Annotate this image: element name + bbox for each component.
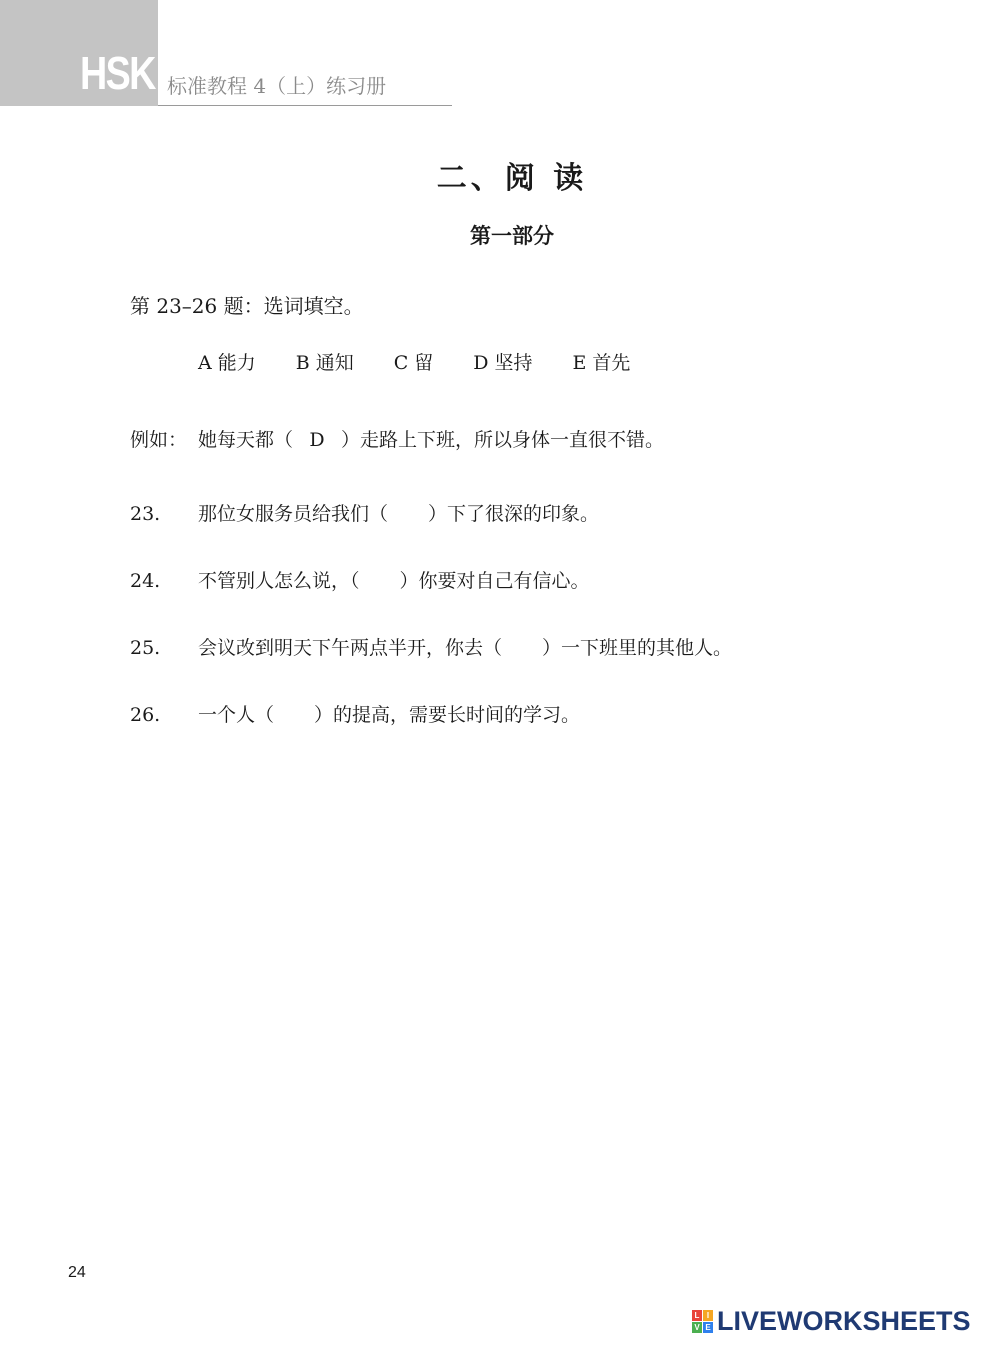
option-letter: E xyxy=(572,352,587,374)
example-before: 她每天都（ xyxy=(198,429,294,451)
option-a xyxy=(198,354,256,373)
question-sentence xyxy=(198,572,590,591)
question-number: 26. xyxy=(130,704,161,726)
question-before: 不管别人怎么说，（ xyxy=(198,570,360,592)
instruction: 第 23–26 题：选词填空。 xyxy=(130,294,364,318)
part-title: 第一部分 xyxy=(470,223,554,248)
question-number: 23. xyxy=(130,503,161,525)
example-after: ）走路上下班，所以身体一直很不错。 xyxy=(341,429,665,451)
liveworksheets-wordmark: LIVEWORKSHEETS xyxy=(717,1306,971,1336)
question-number: 24. xyxy=(130,570,161,592)
question-sentence xyxy=(198,505,599,524)
example-answer: D xyxy=(309,429,325,451)
question-before: 一个人（ xyxy=(198,704,275,726)
option-d xyxy=(473,354,532,373)
option-letter: C xyxy=(393,352,409,374)
word-options xyxy=(198,354,670,373)
option-letter: A xyxy=(198,352,212,374)
example-sentence xyxy=(198,431,664,450)
header-divider xyxy=(158,105,452,106)
option-word: 通知 xyxy=(315,352,354,374)
option-word: 首先 xyxy=(592,352,631,374)
logo-letter: I xyxy=(703,1310,713,1321)
liveworksheets-icon xyxy=(692,1310,713,1333)
option-b xyxy=(296,354,354,373)
question-number: 25. xyxy=(130,637,161,659)
example-label: 例如： xyxy=(130,429,188,451)
option-word: 留 xyxy=(414,352,434,374)
option-letter: B xyxy=(295,352,310,374)
question-before: 那位女服务员给我们（ xyxy=(198,503,389,525)
liveworksheets-logo[interactable] xyxy=(692,1308,971,1335)
book-title: 标准教程 4（上）练习册 xyxy=(167,74,387,98)
option-e xyxy=(573,354,631,373)
question-after: ）一下班里的其他人。 xyxy=(542,637,733,659)
logo-letter: V xyxy=(692,1322,702,1333)
option-word: 能力 xyxy=(217,352,256,374)
question-after: ）下了很深的印象。 xyxy=(428,503,600,525)
option-c xyxy=(394,354,434,373)
logo-letter: L xyxy=(692,1310,702,1321)
question-after: ）你要对自己有信心。 xyxy=(399,570,590,592)
section-title: 二、阅 读 xyxy=(436,161,588,196)
hsk-logo: HSK xyxy=(80,47,155,99)
question-after: ）的提高，需要长时间的学习。 xyxy=(314,704,581,726)
option-letter: D xyxy=(473,352,489,374)
page-number: 24 xyxy=(68,1264,86,1281)
question-sentence xyxy=(198,706,580,725)
question-sentence xyxy=(198,639,732,658)
logo-letter: E xyxy=(703,1322,713,1333)
option-word: 坚持 xyxy=(494,352,533,374)
question-before: 会议改到明天下午两点半开，你去（ xyxy=(198,637,503,659)
